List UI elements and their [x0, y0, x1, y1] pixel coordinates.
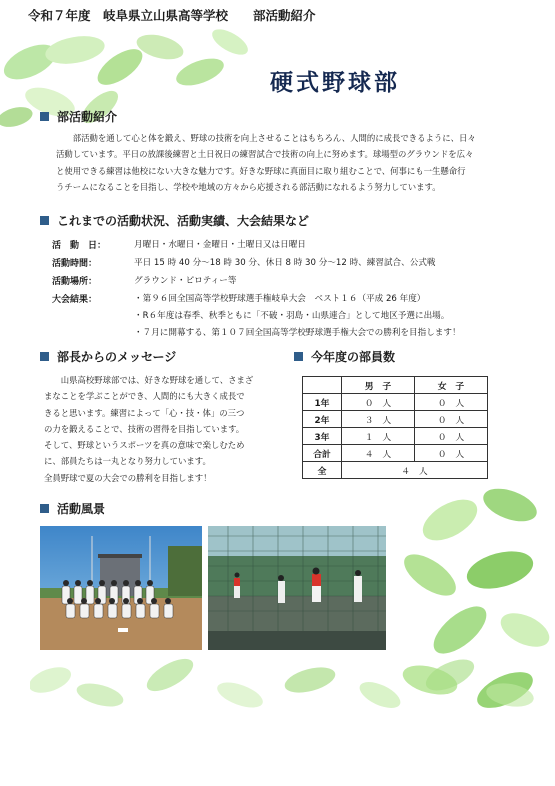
- message-line: まなことを学ぶことができ、人間的にも大きく成長で: [44, 391, 245, 402]
- square-bullet-icon: [40, 216, 49, 225]
- female-count: ０ 人: [415, 411, 488, 428]
- section-heading-scenes: [40, 500, 105, 517]
- message-line: に、部員たちは一丸となり努力しています。: [44, 456, 211, 467]
- row-label: 2年: [303, 411, 342, 428]
- time-label: 活動時間：: [52, 259, 98, 269]
- section-heading-text: 今年度の部員数: [311, 350, 396, 364]
- batting-photo-illustration: [208, 526, 386, 650]
- message-line: 全員野球で夏の大会での勝利を目指します！: [44, 472, 212, 483]
- intro-line: うチームになることを目指し、学校や地域の方々から応援される部活動になれるよう努力しています。: [56, 181, 441, 192]
- intro-line: 活動しています。平日の放課後練習と土日祝日の練習試合で技術の向上に努めます。球場型のグラウンドを広々: [56, 149, 474, 160]
- square-bullet-icon: [40, 504, 49, 513]
- section-heading-message: [40, 348, 176, 365]
- table-row: [303, 411, 488, 428]
- intro-paragraph: [56, 130, 526, 195]
- section-heading-text: これまでの活動状況、活動実績、大会結果など: [57, 214, 310, 228]
- section-heading-members: [294, 348, 395, 365]
- result-item: ・７月に開幕する、第１０７回全国高等学校野球選手権大会での勝利を目指します！: [134, 328, 461, 338]
- column-header-male: 男 子: [342, 377, 415, 394]
- section-heading-intro: [40, 108, 117, 125]
- message-line: そして、野球というスポーツを真の意味で楽しむため: [44, 440, 245, 451]
- intro-line: 部活動を通して心と体を鍛え、野球の技術を向上させることはもちろん、人間的に成長できるように、日々: [72, 133, 476, 143]
- header-school-line: 令和７年度 岐阜県立山県高等学校 部活動紹介: [28, 8, 316, 23]
- male-count: ３ 人: [342, 411, 415, 428]
- section-heading-activities: [40, 212, 309, 229]
- table-total-row: [303, 462, 488, 479]
- male-count: ４ 人: [342, 445, 415, 462]
- female-count: ０ 人: [415, 445, 488, 462]
- message-line: きると思います。練習によって「心・技・体」の三つ: [44, 407, 245, 418]
- square-bullet-icon: [40, 112, 49, 121]
- total-label: 全: [303, 462, 342, 479]
- message-paragraph: [44, 372, 284, 486]
- section-heading-text: 部活動紹介: [57, 110, 118, 124]
- total-count: ４ 人: [342, 462, 488, 479]
- message-line: 山県高校野球部では、好きな野球を通して、さまざ: [60, 375, 254, 385]
- result-item: ・第９６回全国高等学校野球選手権岐阜大会 ベスト１６（平成 26 年度）: [134, 294, 426, 304]
- table-corner-cell: [303, 377, 342, 394]
- place-label: 活動場所：: [52, 277, 98, 287]
- column-header-female: 女 子: [415, 377, 488, 394]
- table-row: [303, 445, 488, 462]
- male-count: １ 人: [342, 428, 415, 445]
- page-title: 硬式野球部: [270, 69, 400, 96]
- batting-practice-photo: [208, 526, 386, 650]
- male-count: ０ 人: [342, 394, 415, 411]
- leaf-decoration-top: [0, 22, 260, 132]
- square-bullet-icon: [294, 352, 303, 361]
- table-row: [303, 428, 488, 445]
- table-row: [303, 394, 488, 411]
- member-count-table: [302, 376, 488, 479]
- result-item: ・R６年度は春季、秋季ともに「不破・羽島・山県連合」として地区予選に出場。: [134, 311, 450, 321]
- row-label: 3年: [303, 428, 342, 445]
- female-count: ０ 人: [415, 394, 488, 411]
- row-label: 1年: [303, 394, 342, 411]
- intro-line: と使用できる練習は他校にない大きな魅力です。好きな野球に真面目に取り組むことで、何事にも一生懸命行: [56, 165, 466, 176]
- days-value: 月曜日・水曜日・金曜日・土曜日又は日曜日: [134, 240, 306, 250]
- place-value: グラウンド・ピロティー等: [134, 276, 237, 286]
- results-label: 大会結果：: [52, 295, 98, 305]
- time-value: 平日 15 時 40 分～18 時 30 分、休日 8 時 30 分～12 時、練習試合、公式戦: [134, 258, 436, 268]
- table-header-row: [303, 377, 488, 394]
- square-bullet-icon: [40, 352, 49, 361]
- female-count: ０ 人: [415, 428, 488, 445]
- team-group-photo: [40, 526, 202, 650]
- section-heading-text: 部長からのメッセージ: [57, 350, 177, 364]
- message-line: の力を鍛えることで、技術の習得を目指しています。: [44, 423, 245, 434]
- row-label: 合計: [303, 445, 342, 462]
- section-heading-text: 活動風景: [57, 502, 106, 516]
- days-label: 活 動 日：: [52, 241, 107, 251]
- team-photo-illustration: [40, 526, 202, 650]
- leaf-decoration-bottom: [30, 640, 550, 720]
